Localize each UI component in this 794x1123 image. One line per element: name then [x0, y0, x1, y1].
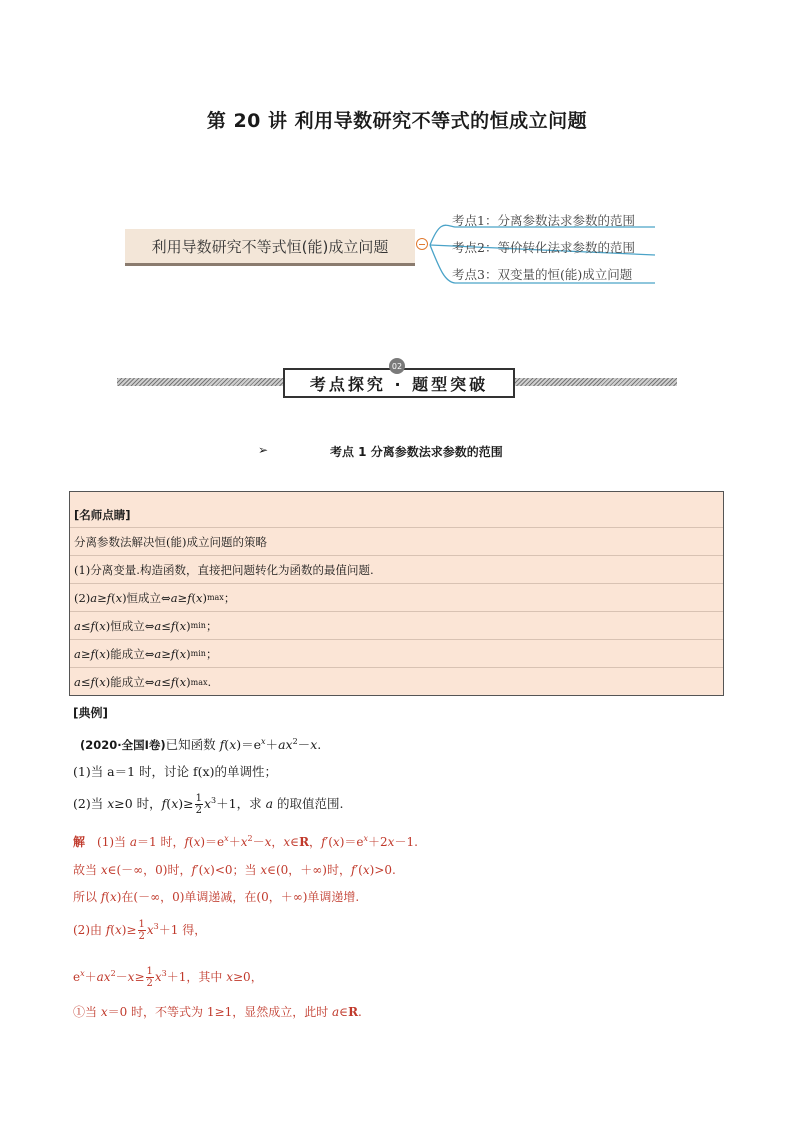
example-header: [典例]	[73, 706, 108, 720]
section-banner: 考点探究 · 题型突破	[283, 368, 515, 398]
tip-line-1: 分离参数法解决恒(能)成立问题的策略	[70, 528, 723, 556]
example-problem: (2020·全国Ⅰ卷)已知函数 $f(x)=e^x+ax^2-x$.	[80, 736, 322, 752]
tip-line-3: (2) a ≥ f ( x )恒成立⇔ a ≥ f ( x ) max ；	[70, 584, 723, 612]
solution-line-4: (2)由 f(x)≥ $\frac{1}{2}$ $x^3+1$ 得，	[73, 919, 207, 942]
tip-line-2: (1)分离变量.构造函数，直接把问题转化为函数的最值问题.	[70, 556, 723, 584]
tip-line-4: a ≤ f ( x )恒成立⇔ a ≤ f ( x ) min ；	[70, 612, 723, 640]
solution-line-1: 解 (1)当 a＝1 时，$f(x)=e^x+x^2-x$，x∈R，$f'(x)=e^x+2x-1$.	[73, 834, 418, 849]
mindmap-item-3: 考点3：双变量的恒(能)成立问题	[452, 267, 633, 282]
solution-line-6: ①当 x＝0 时，不等式为 1≥1，显然成立，此时 a∈R.	[73, 1005, 362, 1019]
bullet-arrow-icon: ➢	[258, 443, 269, 457]
example-q1: (1)当 a＝1 时，讨论 f(x)的单调性；	[73, 764, 277, 779]
banner-hatch-right	[511, 378, 677, 386]
tip-box	[69, 491, 724, 696]
page-title: 第 20 讲 利用导数研究不等式的恒成立问题	[206, 110, 588, 132]
banner-hatch-left	[117, 378, 285, 386]
mindmap-item-1: 考点1：分离参数法求参数的范围	[452, 213, 635, 228]
section-badge: 02	[389, 358, 405, 374]
solution-line-2: 故当 x∈(－∞，0)时，f′(x)<0；当 x∈(0，＋∞)时，f′(x)>0.	[73, 863, 396, 877]
example-source: (2020·全国Ⅰ卷)	[80, 738, 166, 752]
tip-line-5: a ≥ f ( x )能成立⇔ a ≥ f ( x ) min ；	[70, 640, 723, 668]
collapse-icon	[416, 238, 428, 250]
tip-header: [名师点睛]	[70, 502, 723, 528]
mindmap-root: 利用导数研究不等式恒(能)成立问题	[125, 229, 415, 266]
solution-label: 解	[73, 835, 86, 849]
subsection-title: 考点 1 分离参数法求参数的范围	[330, 445, 503, 459]
tip-line-6: a ≤ f ( x )能成立⇔ a ≤ f ( x ) max .	[74, 675, 212, 689]
example-q2: (2)当 x≥0 时，f(x)≥ $\frac{1}{2}$ $x^3+1$，求 a 的取值范围.	[73, 793, 344, 816]
mindmap-item-2: 考点2：等价转化法求参数的范围	[452, 240, 635, 255]
solution-line-5: $e^x+ax^2-x\ge$ $\frac{1}{2}$ $x^3+1$，其中 x≥0，	[73, 966, 263, 989]
solution-line-3: 所以 f(x)在(－∞，0)单调递减，在(0，＋∞)单调递增.	[73, 890, 360, 904]
